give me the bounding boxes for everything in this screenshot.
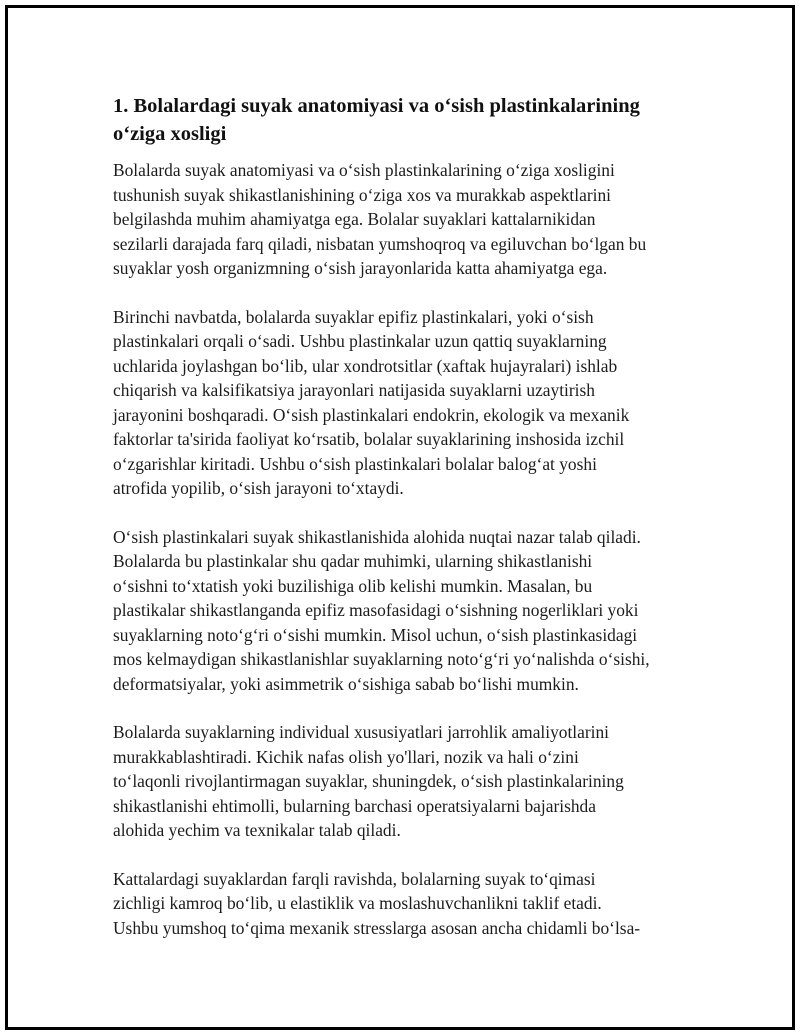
- paragraph-2: Birinchi navbatda, bolalarda suyaklar epifiz plastinkalari, yoki o‘sish plastinkalari orqali o‘sadi. Ushbu plastinkalar uzun qattiq suyaklarning uchlarida joylashgan bo‘lib, ular xondrotsitlar (xaftak hujayralari) ishlab chiqarish va kalsifikatsiya jarayonlari natijasida suyaklarni uzaytirish jarayonini boshqaradi. O‘sish plastinkalari endokrin, ekologik va mexanik faktorlar ta'sirida faoliyat ko‘rsatib, bolalar suyaklarining inshosida izchil o‘zgarishlar kiritadi. Ushbu o‘sish plastinkalari bolalar balog‘at yoshi atrofida yopilib, o‘sish jarayoni to‘xtaydi.: [113, 306, 630, 498]
- paragraph-5: Kattalardagi suyaklardan farqli ravishda, bolalarning suyak to‘qimasi zichligi kamroq bo‘lib, u elastiklik va moslashuvchanlikni taklif etadi. Ushbu yumshoq to‘qima mexanik stresslarga asosan ancha chidamli bo‘lsa-: [113, 868, 641, 938]
- paragraph-1: Bolalarda suyak anatomiyasi va o‘sish plastinkalarining o‘ziga xosligini tushunish suyak shikastlanishining o‘ziga xos va murakkab aspektlarini belgilashda muhim ahamiyatga ega. Bolalar suyaklari kattalarnikidan sezilarli darajada farq qiladi, nisbatan yumshoqroq va egiluvchan bo‘lgan bu suyaklar yosh organizmning o‘sish jarayonlarida katta ahamiyatga ega.: [113, 160, 647, 278]
- section-heading: 1. Bolalardagi suyak anatomiyasi va o‘sish plastinkalarining o‘ziga xosligi: [113, 95, 640, 145]
- document-body: [113, 92, 683, 964]
- paragraph-3: O‘sish plastinkalari suyak shikastlanishida alohida nuqtai nazar talab qiladi. Bolalarda bu plastinkalar shu qadar muhimki, ularning shikastlanishi o‘sishni to‘xtatish yoki buzilishiga olib kelishi mumkin. Masalan, bu plastikalar shikastlanganda epifiz masofasidagi o‘sishning nogerliklari yoki suyaklarning noto‘g‘ri o‘sishi mumkin. Misol uchun, o‘sish plastinkasidagi mos kelmaydigan shikastlanishlar suyaklarning noto‘g‘ri yo‘nalishda o‘sishi, deformatsiyalar, yoki asimmetrik o‘sishiga sabab bo‘lishi mumkin.: [113, 526, 650, 694]
- paragraph-4: Bolalarda suyaklarning individual xususiyatlari jarrohlik amaliyotlarini murakkablashtiradi. Kichik nafas olish yo'llari, nozik va hali o‘zini to‘laqonli rivojlantirmagan suyaklar, shuningdek, o‘sish plastinkalarining shikastlanishi ehtimolli, bularning barchasi operatsiyalarni bajarishda alohida yechim va texnikalar talab qiladi.: [113, 722, 624, 840]
